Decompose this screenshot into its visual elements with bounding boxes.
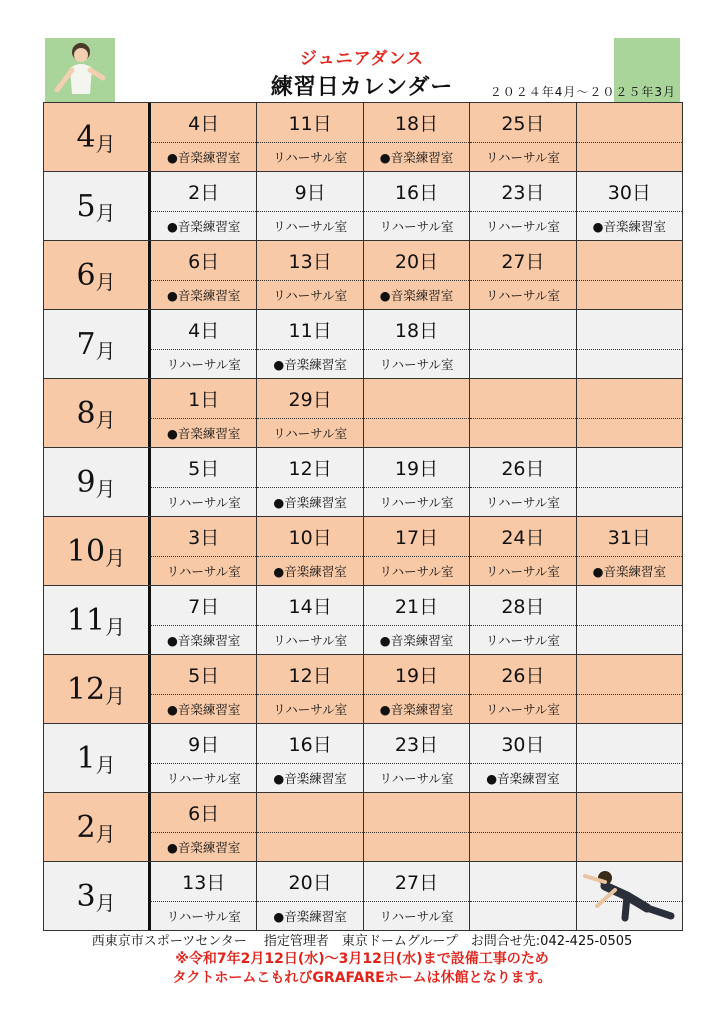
practice-cell xyxy=(577,586,682,654)
practice-day xyxy=(470,310,575,350)
practice-cell xyxy=(151,310,257,378)
month-row xyxy=(44,585,682,654)
month-unit: 月 xyxy=(95,131,116,156)
practice-room: ●音楽練習室 xyxy=(166,219,241,234)
practice-room xyxy=(364,833,469,861)
practice-room xyxy=(577,419,682,447)
practice-room: ●音楽練習室 xyxy=(166,426,241,441)
practice-day xyxy=(577,103,682,143)
practice-day: 20日 xyxy=(257,862,362,902)
practice-day: 28日 xyxy=(470,586,575,626)
month-unit: 月 xyxy=(105,683,126,708)
practice-room: リハーサル室 xyxy=(273,150,348,165)
month-label xyxy=(44,724,151,792)
practice-day: 5日 xyxy=(151,655,256,695)
practice-cell xyxy=(257,724,363,792)
practice-day xyxy=(577,724,682,764)
practice-day: 13日 xyxy=(257,241,362,281)
month-unit: 月 xyxy=(95,269,116,294)
practice-room xyxy=(470,419,575,447)
practice-cell xyxy=(257,655,363,723)
practice-cell xyxy=(470,586,576,654)
practice-room: ●音楽練習室 xyxy=(273,909,347,924)
closure-notice-line1: ※令和7年2月12日(水)～3月12日(水)まで設備工事のため xyxy=(175,951,549,967)
month-row xyxy=(44,723,682,792)
practice-cell xyxy=(151,172,257,240)
month-row xyxy=(44,309,682,378)
practice-room: リハーサル室 xyxy=(273,702,348,717)
practice-cell xyxy=(577,724,682,792)
practice-room: ●音楽練習室 xyxy=(273,495,347,510)
practice-room: ●音楽練習室 xyxy=(166,840,241,855)
practice-day: 3日 xyxy=(151,517,256,557)
month-label xyxy=(44,517,151,585)
practice-cell xyxy=(577,655,682,723)
month-number: 3 xyxy=(76,878,96,914)
practice-room xyxy=(577,350,682,378)
practice-room: リハーサル室 xyxy=(485,564,560,579)
practice-cell xyxy=(364,241,470,309)
practice-day: 29日 xyxy=(257,379,362,419)
practice-room xyxy=(364,419,469,447)
practice-cell xyxy=(364,172,470,240)
practice-day xyxy=(257,793,362,833)
practice-cell xyxy=(151,448,257,516)
practice-room: リハーサル室 xyxy=(485,288,560,303)
practice-day xyxy=(364,379,469,419)
practice-room: リハーサル室 xyxy=(485,702,560,717)
month-number: 2 xyxy=(76,809,96,845)
practice-cell xyxy=(364,517,470,585)
practice-day: 26日 xyxy=(470,655,575,695)
practice-day: 23日 xyxy=(470,172,575,212)
practice-room: ●音楽練習室 xyxy=(379,702,454,717)
practice-day: 25日 xyxy=(470,103,575,143)
practice-day: 19日 xyxy=(364,448,469,488)
practice-cell xyxy=(364,310,470,378)
practice-cell xyxy=(257,862,363,930)
practice-day: 17日 xyxy=(364,517,469,557)
practice-room xyxy=(577,281,682,309)
practice-room: リハーサル室 xyxy=(166,495,241,510)
practice-room xyxy=(577,626,682,654)
practice-day: 11日 xyxy=(257,310,362,350)
practice-day: 5日 xyxy=(151,448,256,488)
practice-day: 24日 xyxy=(470,517,575,557)
practice-room xyxy=(257,833,362,861)
practice-cell xyxy=(151,724,257,792)
practice-cell xyxy=(364,379,470,447)
practice-cell xyxy=(470,448,576,516)
practice-calendar-table xyxy=(43,102,683,931)
practice-room: リハーサル室 xyxy=(485,633,560,648)
practice-cell xyxy=(577,793,682,861)
practice-cell xyxy=(151,586,257,654)
month-label xyxy=(44,172,151,240)
practice-day: 14日 xyxy=(257,586,362,626)
practice-cell xyxy=(151,103,257,171)
month-number: 1 xyxy=(76,740,96,776)
practice-room: リハーサル室 xyxy=(273,288,348,303)
practice-day: 27日 xyxy=(470,241,575,281)
practice-day: 7日 xyxy=(151,586,256,626)
practice-day: 1日 xyxy=(151,379,256,419)
practice-cell xyxy=(470,379,576,447)
practice-day: 13日 xyxy=(151,862,256,902)
practice-room: ●音楽練習室 xyxy=(166,633,241,648)
practice-day: 16日 xyxy=(364,172,469,212)
month-number: 5 xyxy=(76,188,96,224)
practice-room: リハーサル室 xyxy=(379,909,454,924)
practice-cell xyxy=(364,586,470,654)
practice-cell xyxy=(577,172,682,240)
practice-day: 20日 xyxy=(364,241,469,281)
practice-cell xyxy=(470,655,576,723)
practice-day: 21日 xyxy=(364,586,469,626)
practice-cell xyxy=(364,448,470,516)
practice-room: ●音楽練習室 xyxy=(486,771,560,786)
month-number: 9 xyxy=(76,464,96,500)
practice-room xyxy=(577,833,682,861)
dancer-photo-right xyxy=(575,866,681,926)
month-unit: 月 xyxy=(105,614,126,639)
practice-cell xyxy=(364,793,470,861)
practice-cell xyxy=(577,241,682,309)
practice-cell xyxy=(257,310,363,378)
practice-room xyxy=(470,833,575,861)
practice-cell xyxy=(470,172,576,240)
practice-cell xyxy=(364,103,470,171)
practice-day: 10日 xyxy=(257,517,362,557)
practice-room xyxy=(577,488,682,516)
practice-day: 6日 xyxy=(151,241,256,281)
practice-day xyxy=(470,793,575,833)
practice-cell xyxy=(364,862,470,930)
practice-cell xyxy=(470,241,576,309)
month-unit: 月 xyxy=(95,752,116,777)
practice-cell xyxy=(577,517,682,585)
month-row xyxy=(44,171,682,240)
month-label xyxy=(44,862,151,930)
practice-room: リハーサル室 xyxy=(166,771,241,786)
practice-day: 11日 xyxy=(257,103,362,143)
practice-day: 30日 xyxy=(470,724,575,764)
month-unit: 月 xyxy=(95,407,116,432)
month-row xyxy=(44,378,682,447)
practice-room: リハーサル室 xyxy=(379,219,454,234)
practice-cell xyxy=(151,793,257,861)
practice-cell xyxy=(470,793,576,861)
practice-room xyxy=(577,764,682,792)
practice-cell xyxy=(364,655,470,723)
practice-cell xyxy=(151,862,257,930)
practice-room: リハーサル室 xyxy=(166,909,241,924)
practice-room xyxy=(470,902,575,930)
practice-day: 18日 xyxy=(364,103,469,143)
practice-room: リハーサル室 xyxy=(379,564,454,579)
month-number: 7 xyxy=(76,326,96,362)
practice-cell xyxy=(577,448,682,516)
month-label xyxy=(44,103,151,171)
month-label xyxy=(44,793,151,861)
practice-room: ●音楽練習室 xyxy=(379,150,454,165)
practice-cell xyxy=(257,103,363,171)
practice-day: 9日 xyxy=(151,724,256,764)
month-number: 4 xyxy=(76,119,96,155)
month-label xyxy=(44,586,151,654)
practice-cell xyxy=(151,655,257,723)
month-number: 6 xyxy=(76,257,96,293)
month-unit: 月 xyxy=(105,545,126,570)
practice-day xyxy=(577,310,682,350)
practice-room: リハーサル室 xyxy=(273,219,348,234)
month-label xyxy=(44,379,151,447)
page-title: 練習日カレンダー xyxy=(270,75,454,100)
month-unit: 月 xyxy=(95,890,116,915)
period-label: ２０２４年4月～２０２５年3月 xyxy=(489,85,676,99)
practice-day: 18日 xyxy=(364,310,469,350)
practice-day: 4日 xyxy=(151,310,256,350)
practice-cell xyxy=(470,103,576,171)
practice-room: リハーサル室 xyxy=(485,219,560,234)
month-label xyxy=(44,310,151,378)
month-unit: 月 xyxy=(95,821,116,846)
practice-day: 6日 xyxy=(151,793,256,833)
practice-day: 9日 xyxy=(257,172,362,212)
practice-room: リハーサル室 xyxy=(485,495,560,510)
practice-cell xyxy=(577,379,682,447)
practice-room: ●音楽練習室 xyxy=(379,633,454,648)
practice-room xyxy=(577,143,682,171)
practice-room: リハーサル室 xyxy=(273,633,348,648)
month-number: 11 xyxy=(66,602,106,638)
month-number: 10 xyxy=(66,533,106,569)
subtitle: ジュニアダンス xyxy=(299,49,425,69)
practice-cell xyxy=(470,517,576,585)
practice-day: 23日 xyxy=(364,724,469,764)
practice-day: 16日 xyxy=(257,724,362,764)
practice-day: 19日 xyxy=(364,655,469,695)
month-unit: 月 xyxy=(95,476,116,501)
practice-day xyxy=(470,862,575,902)
month-number: 8 xyxy=(76,395,96,431)
practice-cell xyxy=(151,517,257,585)
practice-cell xyxy=(257,241,363,309)
month-row xyxy=(44,103,682,171)
practice-room: ●音楽練習室 xyxy=(166,288,241,303)
practice-cell xyxy=(257,586,363,654)
closure-notice-line2: タクトホームこもれびGRAFAREホームは休館となります。 xyxy=(172,970,552,986)
practice-day: 27日 xyxy=(364,862,469,902)
practice-day xyxy=(577,793,682,833)
practice-room: ●音楽練習室 xyxy=(592,564,667,579)
practice-day: 31日 xyxy=(577,517,682,557)
month-unit: 月 xyxy=(95,200,116,225)
month-label xyxy=(44,241,151,309)
month-row xyxy=(44,240,682,309)
practice-cell xyxy=(257,172,363,240)
practice-day: 12日 xyxy=(257,448,362,488)
practice-room: リハーサル室 xyxy=(273,426,348,441)
practice-day xyxy=(577,379,682,419)
practice-cell xyxy=(364,724,470,792)
month-unit: 月 xyxy=(95,338,116,363)
practice-room: ●音楽練習室 xyxy=(166,702,241,717)
footer-info: 西東京市スポーツセンター 指定管理者 東京ドームグループ お問合せ先:042-425-0505 xyxy=(91,934,633,949)
practice-cell xyxy=(151,379,257,447)
practice-room xyxy=(577,695,682,723)
month-number: 12 xyxy=(66,671,106,707)
practice-day: 2日 xyxy=(151,172,256,212)
practice-day xyxy=(470,379,575,419)
practice-cell xyxy=(470,310,576,378)
month-label xyxy=(44,655,151,723)
practice-cell xyxy=(470,724,576,792)
month-row xyxy=(44,792,682,861)
month-row xyxy=(44,654,682,723)
practice-day xyxy=(577,655,682,695)
practice-day xyxy=(577,448,682,488)
practice-cell xyxy=(257,379,363,447)
practice-cell xyxy=(257,793,363,861)
practice-day: 26日 xyxy=(470,448,575,488)
month-label xyxy=(44,448,151,516)
practice-room: リハーサル室 xyxy=(379,771,454,786)
practice-day xyxy=(577,241,682,281)
practice-room: ●音楽練習室 xyxy=(592,219,667,234)
month-row xyxy=(44,447,682,516)
practice-room: リハーサル室 xyxy=(166,564,241,579)
practice-day: 4日 xyxy=(151,103,256,143)
practice-room: リハーサル室 xyxy=(166,357,241,372)
practice-day: 30日 xyxy=(577,172,682,212)
practice-cell xyxy=(151,241,257,309)
practice-cell xyxy=(257,517,363,585)
practice-cell xyxy=(470,862,576,930)
practice-cell xyxy=(577,103,682,171)
practice-cell xyxy=(577,310,682,378)
practice-room: ●音楽練習室 xyxy=(273,564,347,579)
practice-room: ●音楽練習室 xyxy=(273,771,347,786)
practice-day: 12日 xyxy=(257,655,362,695)
practice-room: リハーサル室 xyxy=(379,357,454,372)
month-row xyxy=(44,516,682,585)
practice-cell xyxy=(257,448,363,516)
practice-day xyxy=(364,793,469,833)
practice-room xyxy=(470,350,575,378)
practice-room: ●音楽練習室 xyxy=(166,150,241,165)
practice-room: リハーサル室 xyxy=(379,495,454,510)
practice-room: ●音楽練習室 xyxy=(379,288,454,303)
practice-room: ●音楽練習室 xyxy=(273,357,347,372)
practice-day xyxy=(577,586,682,626)
practice-room: リハーサル室 xyxy=(485,150,560,165)
